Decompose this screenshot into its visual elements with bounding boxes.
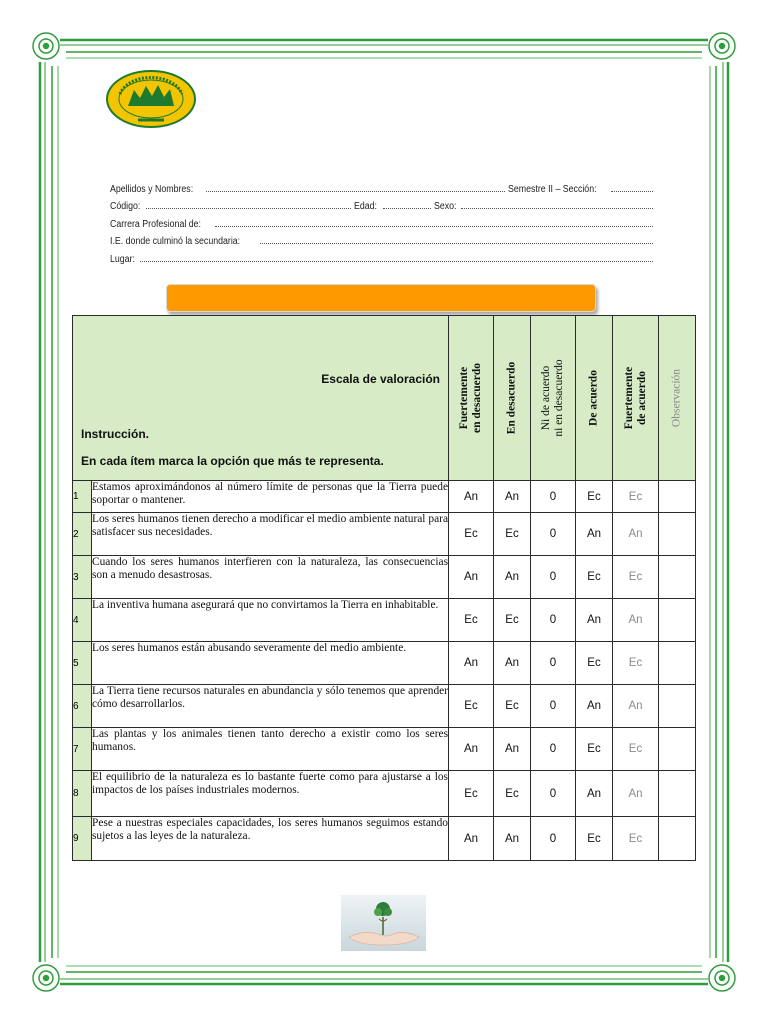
item-number: 5: [73, 642, 92, 685]
rating-option-cell[interactable]: An: [494, 817, 531, 861]
rating-option-cell[interactable]: Ec: [576, 642, 613, 685]
observation-cell[interactable]: [659, 642, 696, 685]
rating-option-cell[interactable]: An: [494, 728, 531, 771]
apellidos-field[interactable]: [206, 191, 505, 192]
rating-option-cell[interactable]: Ec: [449, 599, 494, 642]
plant-in-hands-icon: [341, 895, 426, 951]
item-number: 3: [73, 556, 92, 599]
item-number: 7: [73, 728, 92, 771]
table-row: [73, 599, 696, 642]
student-info-form: [110, 177, 656, 265]
header-instructions-cell: [73, 316, 449, 481]
table-row: [73, 556, 696, 599]
rating-option-cell[interactable]: Ec: [613, 728, 659, 771]
table-row: [73, 513, 696, 556]
item-statement: La Tierra tiene recursos naturales en abundancia y sólo tenemos que aprender cómo desarrollarlos.: [92, 685, 449, 728]
rating-option-cell[interactable]: An: [494, 556, 531, 599]
table-row: [73, 685, 696, 728]
instruccion-text: En cada ítem marca la opción que más te representa.: [81, 454, 384, 468]
escala-label: Escala de valoración: [321, 372, 440, 386]
rating-option-cell[interactable]: Ec: [576, 728, 613, 771]
item-statement: Los seres humanos están abusando severamente del medio ambiente.: [92, 642, 449, 685]
codigo-field[interactable]: [146, 208, 351, 209]
rating-option-cell[interactable]: An: [449, 817, 494, 861]
item-statement: Los seres humanos tienen derecho a modificar el medio ambiente natural para satisfacer sus necesidades.: [92, 513, 449, 556]
observation-cell[interactable]: [659, 728, 696, 771]
rating-option-cell[interactable]: An: [449, 556, 494, 599]
table-row: [73, 817, 696, 861]
observation-cell[interactable]: [659, 513, 696, 556]
ie-field[interactable]: [260, 243, 653, 244]
rating-option-cell[interactable]: 0: [531, 481, 576, 513]
item-number: 1: [73, 481, 92, 513]
item-statement: Las plantas y los animales tienen tanto derecho a existir como los seres humanos.: [92, 728, 449, 771]
carrera-label: Carrera Profesional de:: [110, 218, 201, 230]
table-row: [73, 642, 696, 685]
rating-option-cell[interactable]: 0: [531, 513, 576, 556]
item-number: 2: [73, 513, 92, 556]
col-header-ni-de-acuerdo: Ni de acuerdo ni en desacuerdo: [531, 316, 576, 481]
lugar-field[interactable]: [140, 261, 653, 262]
rating-option-cell[interactable]: An: [576, 599, 613, 642]
item-statement: Cuando los seres humanos interfieren con la naturaleza, las consecuencias son a menudo desastrosas.: [92, 556, 449, 599]
rating-option-cell[interactable]: An: [449, 481, 494, 513]
rating-option-cell[interactable]: An: [576, 685, 613, 728]
observation-cell[interactable]: [659, 556, 696, 599]
observation-cell[interactable]: [659, 481, 696, 513]
table-row: [73, 771, 696, 817]
col-header-en-desacuerdo: En desacuerdo: [494, 316, 531, 481]
item-statement: Pese a nuestras especiales capacidades, los seres humanos seguimos estando sujetos a las leyes de la naturaleza.: [92, 817, 449, 861]
rating-option-cell[interactable]: 0: [531, 728, 576, 771]
rating-option-cell[interactable]: An: [494, 642, 531, 685]
rating-option-cell[interactable]: An: [449, 642, 494, 685]
rating-option-cell[interactable]: An: [576, 771, 613, 817]
edad-field[interactable]: [383, 208, 431, 209]
observation-cell[interactable]: [659, 817, 696, 861]
rating-option-cell[interactable]: Ec: [576, 817, 613, 861]
observation-cell[interactable]: [659, 771, 696, 817]
rating-option-cell[interactable]: Ec: [494, 685, 531, 728]
rating-option-cell[interactable]: Ec: [494, 599, 531, 642]
rating-option-cell[interactable]: An: [449, 728, 494, 771]
rating-option-cell[interactable]: Ec: [613, 481, 659, 513]
item-statement: Estamos aproximándonos al número límite de personas que la Tierra puede soportar o mantener.: [92, 481, 449, 513]
rating-option-cell[interactable]: An: [613, 513, 659, 556]
table-header-row: [73, 316, 696, 481]
rating-option-cell[interactable]: Ec: [449, 771, 494, 817]
rating-option-cell[interactable]: Ec: [613, 642, 659, 685]
rating-option-cell[interactable]: 0: [531, 817, 576, 861]
rating-option-cell[interactable]: Ec: [494, 771, 531, 817]
rating-option-cell[interactable]: An: [613, 771, 659, 817]
rating-scale-table: [72, 315, 696, 861]
sexo-field[interactable]: [461, 208, 653, 209]
rating-option-cell[interactable]: An: [613, 685, 659, 728]
item-number: 6: [73, 685, 92, 728]
carrera-field[interactable]: [215, 226, 653, 227]
rating-option-cell[interactable]: An: [613, 599, 659, 642]
observation-cell[interactable]: [659, 599, 696, 642]
rating-option-cell[interactable]: An: [576, 513, 613, 556]
col-header-fuertemente-acuerdo: Fuertemente de acuerdo: [613, 316, 659, 481]
rating-option-cell[interactable]: Ec: [576, 481, 613, 513]
item-statement: La inventiva humana asegurará que no convirtamos la Tierra en inhabitable.: [92, 599, 449, 642]
col-header-de-acuerdo: De acuerdo: [576, 316, 613, 481]
university-seal-icon: [106, 70, 196, 128]
item-number: 9: [73, 817, 92, 861]
edad-label: Edad:: [354, 201, 378, 212]
seccion-field[interactable]: [611, 191, 653, 192]
col-header-fuertemente-desacuerdo: Fuertemente en desacuerdo: [449, 316, 494, 481]
rating-option-cell[interactable]: 0: [531, 599, 576, 642]
rating-option-cell[interactable]: Ec: [449, 685, 494, 728]
semestre-label: Semestre II – Sección:: [508, 183, 597, 195]
ie-label: I.E. donde culminó la secundaria:: [110, 236, 241, 247]
instruccion-label: Instrucción.: [81, 427, 150, 441]
rating-option-cell[interactable]: 0: [531, 642, 576, 685]
table-row: [73, 481, 696, 513]
rating-option-cell[interactable]: Ec: [576, 556, 613, 599]
title-banner: [166, 284, 596, 312]
observation-cell[interactable]: [659, 685, 696, 728]
table-row: [73, 728, 696, 771]
rating-option-cell[interactable]: 0: [531, 685, 576, 728]
item-statement: El equilibrio de la naturaleza es lo bastante fuerte como para ajustarse a los impactos de los países industriales modernos.: [92, 771, 449, 817]
sexo-label: Sexo:: [433, 201, 457, 212]
rating-option-cell[interactable]: Ec: [613, 556, 659, 599]
rating-option-cell[interactable]: Ec: [449, 513, 494, 556]
rating-option-cell[interactable]: An: [494, 481, 531, 513]
apellidos-label: Apellidos y Nombres:: [110, 183, 194, 195]
rating-option-cell[interactable]: Ec: [494, 513, 531, 556]
item-number: 4: [73, 599, 92, 642]
rating-option-cell[interactable]: Ec: [613, 817, 659, 861]
item-number: 8: [73, 771, 92, 817]
rating-option-cell[interactable]: 0: [531, 771, 576, 817]
lugar-label: Lugar:: [110, 253, 135, 265]
col-header-observacion: Observación: [659, 316, 696, 481]
codigo-label: Código:: [110, 201, 141, 212]
rating-option-cell[interactable]: 0: [531, 556, 576, 599]
